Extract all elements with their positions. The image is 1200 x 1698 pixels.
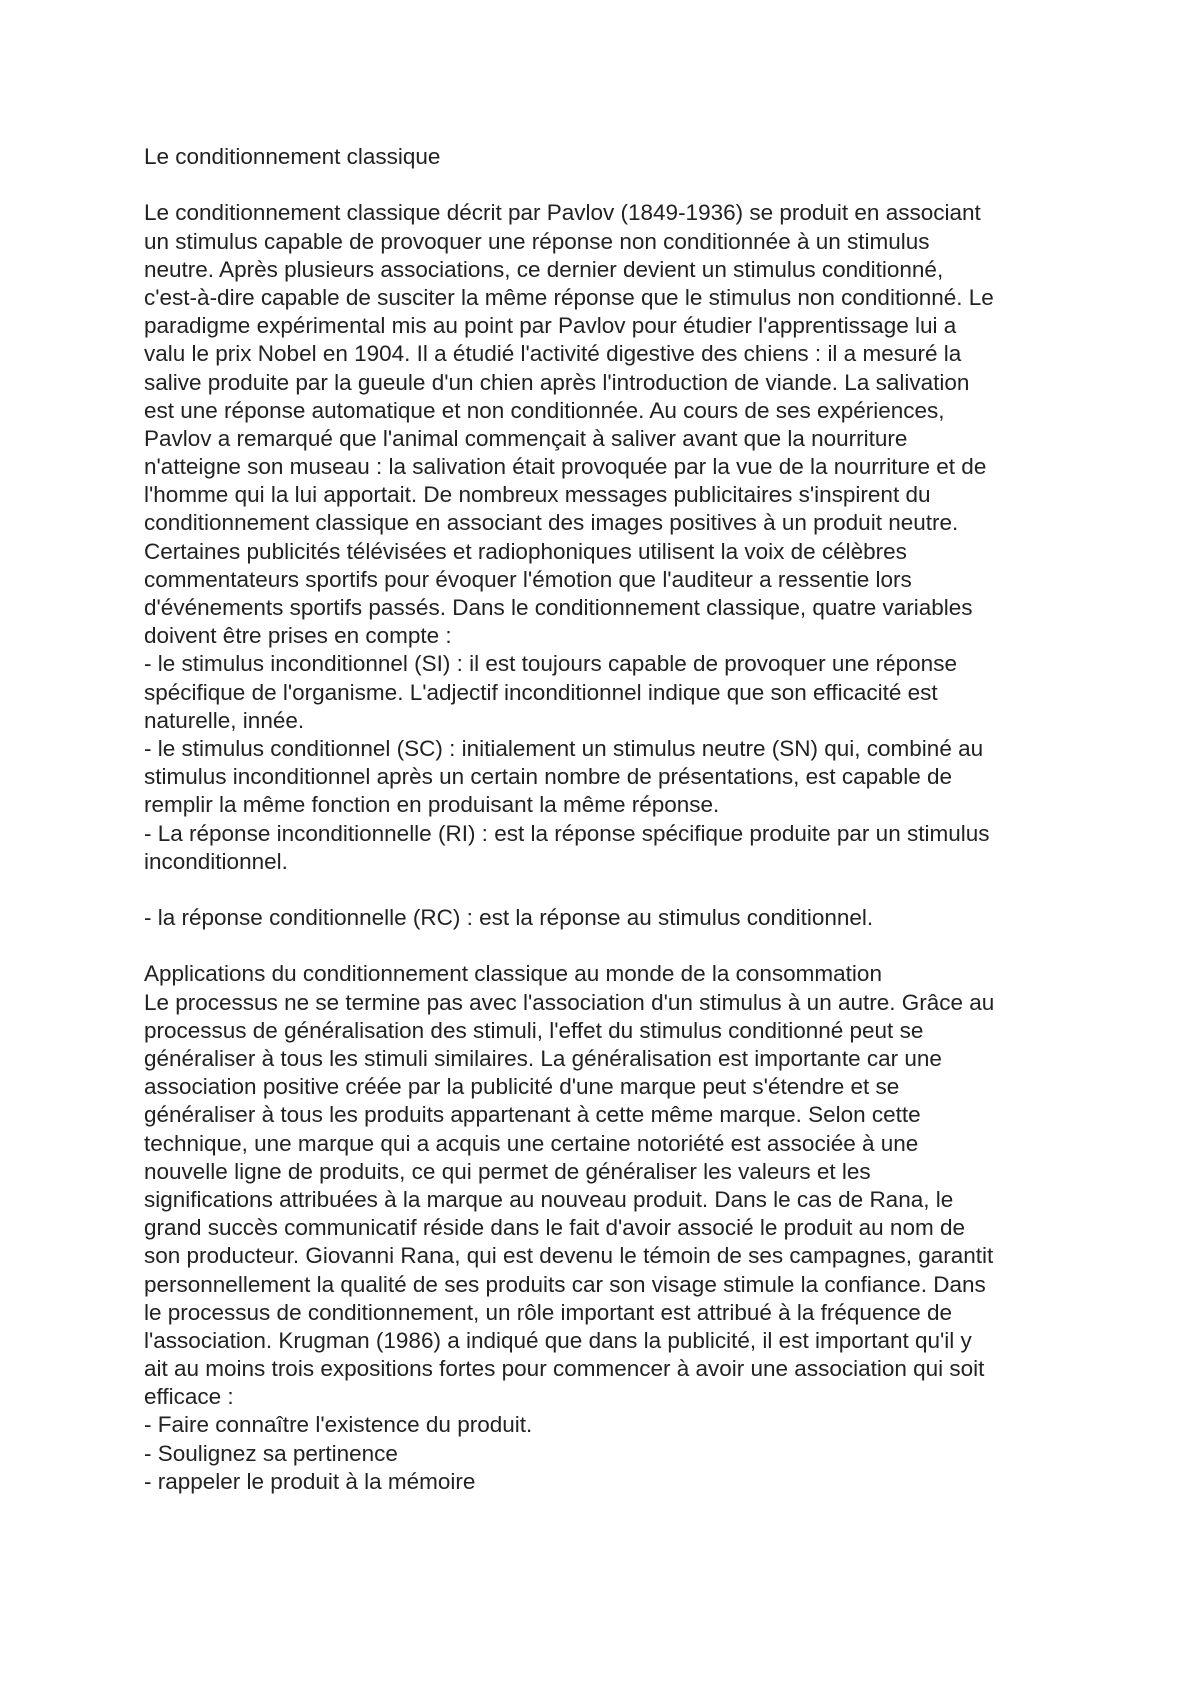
text-line: neutre. Après plusieurs associations, ce dernier devient un stimulus conditionné, xyxy=(144,256,944,282)
text-line: Le conditionnement classique décrit par Pavlov (1849-1936) se produit en associant xyxy=(144,200,981,226)
text-line: l'association. Krugman (1986) a indiqué que dans la publicité, il est important qu'il y xyxy=(144,1327,972,1353)
text-line: remplir la même fonction en produisant la même réponse. xyxy=(144,792,720,818)
text-line: c'est-à-dire capable de susciter la même réponse que le stimulus non conditionné. Le xyxy=(144,284,994,310)
blank-line xyxy=(144,876,1064,904)
text-line: efficace : xyxy=(144,1384,234,1410)
text-line: naturelle, innée. xyxy=(144,707,305,733)
list-item: - rappeler le produit à la mémoire xyxy=(144,1468,476,1494)
text-line: processus de généralisation des stimuli, l'effet du stimulus conditionné peut se xyxy=(144,1017,924,1043)
text-line: spécifique de l'organisme. L'adjectif inconditionnel indique que son efficacité est xyxy=(144,679,938,705)
section-heading: Applications du conditionnement classique au monde de la consommation xyxy=(144,961,882,987)
text-line: technique, une marque qui a acquis une certaine notoriété est associée à une xyxy=(144,1130,919,1156)
text-line: inconditionnel. xyxy=(144,848,288,874)
text-line: le processus de conditionnement, un rôle important est attribué à la fréquence de xyxy=(144,1299,952,1325)
text-line: significations attribuées à la marque au nouveau produit. Dans le cas de Rana, le xyxy=(144,1186,954,1212)
blank-line xyxy=(144,171,1064,199)
text-line: d'événements sportifs passés. Dans le conditionnement classique, quatre variables xyxy=(144,595,973,620)
applications-section xyxy=(144,960,1064,1496)
text-line: ait au moins trois expositions fortes pour commencer à avoir une association qui soit xyxy=(144,1356,985,1382)
text-line: un stimulus capable de provoquer une réponse non conditionnée à un stimulus xyxy=(144,228,930,254)
text-line: n'atteigne son museau : la salivation était provoquée par la vue de la nourriture et de xyxy=(144,454,987,480)
text-line: commentateurs sportifs pour évoquer l'émotion que l'auditeur a ressentie lors xyxy=(144,566,912,592)
text-line: Certaines publicités télévisées et radiophoniques utilisent la voix de célèbres xyxy=(144,538,907,564)
text-line: Le processus ne se termine pas avec l'association d'un stimulus à un autre. Grâce au xyxy=(144,989,995,1015)
intro-paragraph xyxy=(144,199,1064,876)
text-line: Pavlov a remarqué que l'animal commençait à saliver avant que la nourriture xyxy=(144,425,908,451)
text-line: grand succès communicatif réside dans le fait d'avoir associé le produit au nom de xyxy=(144,1215,965,1241)
text-line: personnellement la qualité de ses produits car son visage stimule la confiance. Dans xyxy=(144,1271,986,1297)
text-line: généraliser à tous les stimuli similaires. La généralisation est importante car une xyxy=(144,1046,942,1071)
list-item-sc: - le stimulus conditionnel (SC) : initialement un stimulus neutre (SN) qui, combiné au xyxy=(144,735,984,761)
text-line: généraliser à tous les produits appartenant à cette même marque. Selon cette xyxy=(144,1102,921,1128)
text-line: nouvelle ligne de produits, ce qui permet de généraliser les valeurs et les xyxy=(144,1158,871,1184)
list-item-rc: - la réponse conditionnelle (RC) : est la réponse au stimulus conditionnel. xyxy=(144,905,874,931)
text-line: est une réponse automatique et non conditionnée. Au cours de ses expériences, xyxy=(144,397,945,423)
text-line: salive produite par la gueule d'un chien après l'introduction de viande. La salivation xyxy=(144,369,970,395)
text-line: paradigme expérimental mis au point par Pavlov pour étudier l'apprentissage lui a xyxy=(144,313,957,339)
list-item: - Faire connaître l'existence du produit. xyxy=(144,1412,533,1438)
document-body xyxy=(144,143,1064,1496)
text-line: l'homme qui la lui apportait. De nombreux messages publicitaires s'inspirent du xyxy=(144,482,931,508)
text-line: valu le prix Nobel en 1904. Il a étudié l'activité digestive des chiens : il a mesuré la xyxy=(144,341,962,367)
blank-line xyxy=(144,932,1064,960)
text-line: son producteur. Giovanni Rana, qui est devenu le témoin de ses campagnes, garantit xyxy=(144,1243,994,1269)
list-item-si: - le stimulus inconditionnel (SI) : il est toujours capable de provoquer une réponse xyxy=(144,651,957,677)
document-title: Le conditionnement classique xyxy=(144,144,441,169)
text-line: association positive créée par la publicité d'une marque peut s'étendre et se xyxy=(144,1074,900,1100)
list-item-ri: - La réponse inconditionnelle (RI) : est la réponse spécifique produite par un stimulus xyxy=(144,820,990,846)
text-line: conditionnement classique en associant des images positives à un produit neutre. xyxy=(144,510,959,536)
list-item: - Soulignez sa pertinence xyxy=(144,1440,398,1466)
text-line: doivent être prises en compte : xyxy=(144,623,452,649)
text-line: stimulus inconditionnel après un certain nombre de présentations, est capable de xyxy=(144,764,952,790)
